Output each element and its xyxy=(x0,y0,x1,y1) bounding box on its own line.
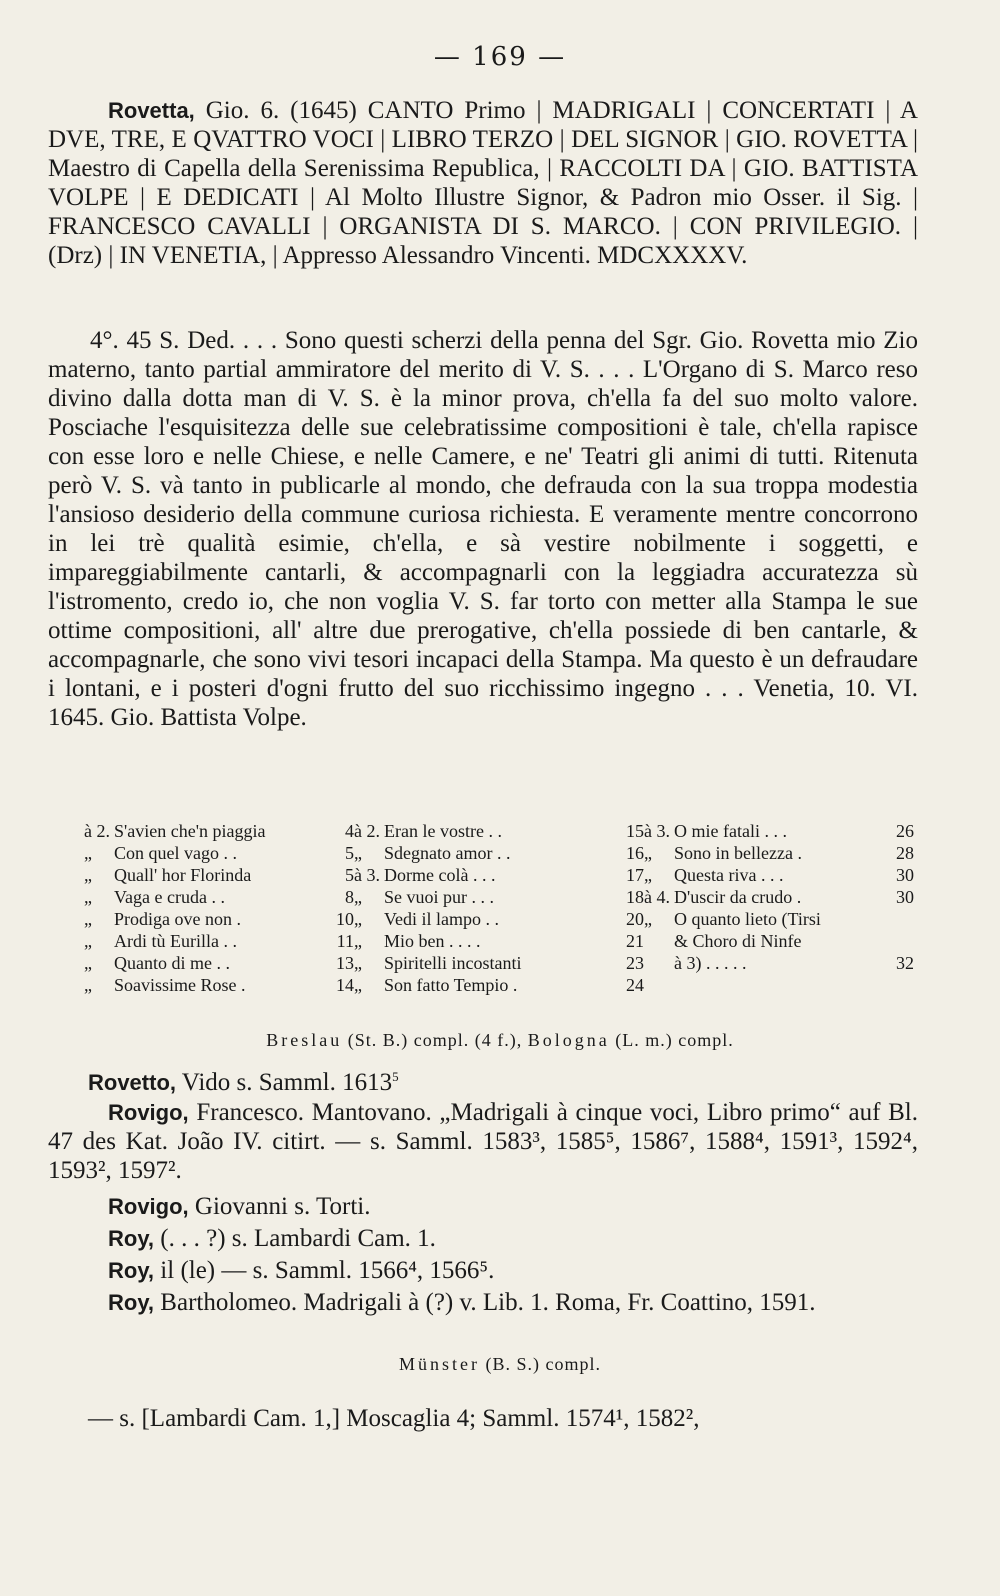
voice-count: à 4. xyxy=(644,887,670,907)
format-info: 4°. 45 S. xyxy=(90,327,180,354)
entry-text: (. . . ?) s. Lambardi Cam. 1. xyxy=(154,1225,436,1252)
voice-count: „ xyxy=(84,931,92,951)
piece-title: Sdegnato amor . . xyxy=(384,843,511,863)
contents-row xyxy=(84,974,354,996)
page-ref: 11 xyxy=(336,931,354,951)
entry-name: Rovetta, xyxy=(108,98,195,123)
entry-roy-1 xyxy=(48,1224,918,1253)
contents-row xyxy=(644,820,914,842)
piece-title: O quanto lieto (Tirsi xyxy=(674,909,821,929)
voice-count: à 2. xyxy=(84,821,110,841)
contents-row xyxy=(84,930,354,952)
voice-count: „ xyxy=(354,909,362,929)
page-ref: 32 xyxy=(896,953,914,973)
voice-count: „ xyxy=(354,887,362,907)
piece-title: Dorme colà . . . xyxy=(384,865,496,885)
page-ref: 14 xyxy=(336,975,354,995)
contents-row xyxy=(84,842,354,864)
contents-row xyxy=(84,864,354,886)
piece-title: & Choro di Ninfe xyxy=(674,931,802,951)
contents-row xyxy=(84,952,354,974)
entry-text: Giovanni s. Torti. xyxy=(188,1193,371,1220)
contents-row xyxy=(644,886,914,908)
contents-row xyxy=(354,930,644,952)
piece-title: Spiritelli incostanti xyxy=(384,953,522,973)
contents-row xyxy=(644,930,914,952)
contents-row xyxy=(644,952,914,974)
page-ref: 16 xyxy=(626,843,644,863)
piece-title: Ardi tù Eurilla . . xyxy=(114,931,237,951)
contents-row xyxy=(84,886,354,908)
voice-count: „ xyxy=(354,975,362,995)
contents-column-3 xyxy=(644,820,914,996)
entry-name: Rovetto, xyxy=(88,1070,176,1095)
voice-count: „ xyxy=(84,843,92,863)
library-name: Bologna xyxy=(527,1030,610,1050)
voice-count: „ xyxy=(84,975,92,995)
contents-column-1 xyxy=(84,820,354,996)
piece-title: Questa riva . . . xyxy=(674,865,784,885)
library-name: Münster xyxy=(399,1354,480,1374)
entry-rovigo-francesco xyxy=(48,1098,918,1185)
page-ref: 20 xyxy=(626,909,644,929)
page-ref xyxy=(886,930,914,952)
piece-title: D'uscir da crudo . xyxy=(674,887,802,907)
contents-row xyxy=(354,974,644,996)
contents-column-2 xyxy=(354,820,644,996)
footnote-sup: 5 xyxy=(392,1069,399,1084)
page-ref: 4 xyxy=(345,821,354,841)
entry-text: Gio. 6. (1645) CANTO Primo | MADRIGALI | CONCERTATI | A DVE, TRE, E QVATTRO VOCI | LIBRO TERZO | DEL SIGNOR | GIO. ROVETTA | Maestro di Capella della Serenissima Republica, | RACCOLTI DA | GIO. BATTISTA VOLPE | E DEDICATI | Al Molto Illustre Signor, & Padron mio Osser. il Sig. | FRANCESCO CAVALLI | ORGANISTA DI S. MARCO. | CON PRIVILEGIO. | (Drz) | IN VENETIA, | Appresso Alessandro Vincenti. MDCXXXXV. xyxy=(48,97,918,269)
entry-rovigo-giovanni xyxy=(48,1192,918,1221)
page-ref: 28 xyxy=(896,843,914,863)
voice-count: „ xyxy=(644,865,652,885)
entry-name: Roy, xyxy=(108,1226,155,1251)
piece-title: Quall' hor Florinda xyxy=(114,865,252,885)
entry-name: Roy, xyxy=(108,1290,155,1315)
piece-title: Eran le vostre . . xyxy=(384,821,502,841)
page-ref: 30 xyxy=(896,865,914,885)
piece-title: Prodiga ove non . xyxy=(114,909,241,929)
voice-count xyxy=(644,952,674,974)
piece-title: S'avien che'n piaggia xyxy=(114,821,266,841)
voice-count: à 3. xyxy=(644,821,670,841)
voice-count: „ xyxy=(84,865,92,885)
dedication-paragraph xyxy=(48,326,918,732)
contents-row xyxy=(644,864,914,886)
voice-count: „ xyxy=(84,953,92,973)
library-name: Breslau xyxy=(266,1030,343,1050)
library-note: (St. B.) compl. (4 f.), xyxy=(342,1030,528,1050)
entry-name: Rovigo, xyxy=(108,1100,189,1125)
page-ref xyxy=(886,908,914,930)
library-location-munster xyxy=(0,1354,1000,1375)
contents-row xyxy=(644,842,914,864)
piece-title: Vaga e cruda . . xyxy=(114,887,225,907)
contents-row xyxy=(354,952,644,974)
piece-title: à 3) . . . . . xyxy=(674,953,747,973)
piece-title: Son fatto Tempio . xyxy=(384,975,518,995)
entry-text: Francesco. Mantovano. „Madrigali à cinque voci, Libro primo“ auf Bl. 47 des Kat. João IV. citirt. — s. Samml. 1583³, 1585⁵, 1586⁷, 1588⁴, 1591³, 1592⁴, 1593², 1597². xyxy=(48,1099,918,1184)
entry-name: Roy, xyxy=(108,1258,155,1283)
library-locations xyxy=(0,1030,1000,1051)
entry-rovetto xyxy=(48,1068,918,1097)
contents-row xyxy=(354,820,644,842)
page-ref: 5 xyxy=(345,843,354,863)
piece-title: Quanto di me . . xyxy=(114,953,230,973)
voice-count: „ xyxy=(84,887,92,907)
entry-roy-3 xyxy=(48,1288,918,1317)
piece-title: O mie fatali . . . xyxy=(674,821,787,841)
piece-title: Mio ben . . . . xyxy=(384,931,481,951)
entry-text: il (le) — s. Samml. 1566⁴, 1566⁵. xyxy=(154,1257,495,1284)
page-ref: 5 xyxy=(345,865,354,885)
piece-title: Con quel vago . . xyxy=(114,843,237,863)
page-ref: 21 xyxy=(626,931,644,951)
entry-name: Rovigo, xyxy=(108,1194,189,1219)
contents-row xyxy=(354,842,644,864)
library-note: (B. S.) compl. xyxy=(480,1354,601,1374)
entry-roy-2 xyxy=(48,1256,918,1285)
entry-text: Vido s. Samml. 1613 xyxy=(176,1069,393,1096)
contents-row xyxy=(354,908,644,930)
contents-row xyxy=(84,820,354,842)
piece-title: Vedi il lampo . . xyxy=(384,909,499,929)
page-ref: 23 xyxy=(626,953,644,973)
page-number: — 169 — xyxy=(433,42,567,72)
page-ref: 26 xyxy=(896,821,914,841)
page-ref: 17 xyxy=(626,865,644,885)
contents-table xyxy=(84,820,914,996)
entry-rovetta-gio xyxy=(48,96,918,270)
voice-count: „ xyxy=(354,843,362,863)
voice-count: „ xyxy=(354,953,362,973)
page-ref: 30 xyxy=(896,887,914,907)
page-ref: 10 xyxy=(336,909,354,929)
piece-title: Se vuoi pur . . . xyxy=(384,887,494,907)
voice-count: „ xyxy=(644,909,652,929)
voice-count xyxy=(644,930,674,952)
library-note: (L. m.) compl. xyxy=(609,1030,734,1050)
piece-title: Soavissime Rose . xyxy=(114,975,246,995)
page-ref: 18 xyxy=(626,887,644,907)
contents-row xyxy=(84,908,354,930)
voice-count: à 3. xyxy=(354,865,380,885)
voice-count: „ xyxy=(84,909,92,929)
page-ref: 15 xyxy=(626,821,644,841)
page-ref: 13 xyxy=(336,953,354,973)
voice-count: „ xyxy=(354,931,362,951)
voice-count: à 2. xyxy=(354,821,380,841)
dedication-text: Ded. . . . Sono questi scherzi della penna del Sgr. Gio. Rovetta mio Zio materno, tanto partial ammiratore del merito di V. S. . . . L'Organo di S. Marco reso divino dalla dotta man di V. S. è la minor prova, ch'ella fa del suo molto valore. Posciache l'esquisitezza delle sue celebratissime compositioni è tale, ch'ella rapisce con esse loro e nelle Chiese, e nelle Camere, e ne' Teatri gli animi di tutti. Ritenuta però V. S. và tanto in publicarle al mondo, che defrauda con la sua troppa modestia l'ansioso desiderio della commune curiosa richiesta. E veramente mentre concorrono in lei trè qualità esimie, ch'ella, e sà vestire nobilmente i soggetti, e impareggiabilmente cantarli, & accompagnarli con la leggiadra accuratezza sù l'istromento, credo io, che non voglia V. S. far torto con metter alla Stampa le sue ottime compositioni, all' altre due prerogative, ch'ella possiede di ben cantarle, & accompagnarle, che sono vivi tesori incapaci della Stampa. Ma questo è un defraudare i lontani, e i posteri d'ogni frutto del suo ricchissimo ingegno . . . Venetia, 10. VI. 1645. Gio. Battista Volpe. xyxy=(48,327,918,731)
contents-row xyxy=(354,864,644,886)
piece-title: Sono in bellezza . xyxy=(674,843,802,863)
page-ref: 8 xyxy=(345,887,354,907)
voice-count: „ xyxy=(644,843,652,863)
contents-row xyxy=(354,886,644,908)
contents-row xyxy=(644,908,914,930)
page-ref: 24 xyxy=(626,975,644,995)
entry-text: Bartholomeo. Madrigali à (?) v. Lib. 1. Roma, Fr. Coattino, 1591. xyxy=(154,1289,816,1316)
cross-reference-line: — s. [Lambardi Cam. 1,] Moscaglia 4; Samml. 1574¹, 1582², xyxy=(88,1405,700,1432)
